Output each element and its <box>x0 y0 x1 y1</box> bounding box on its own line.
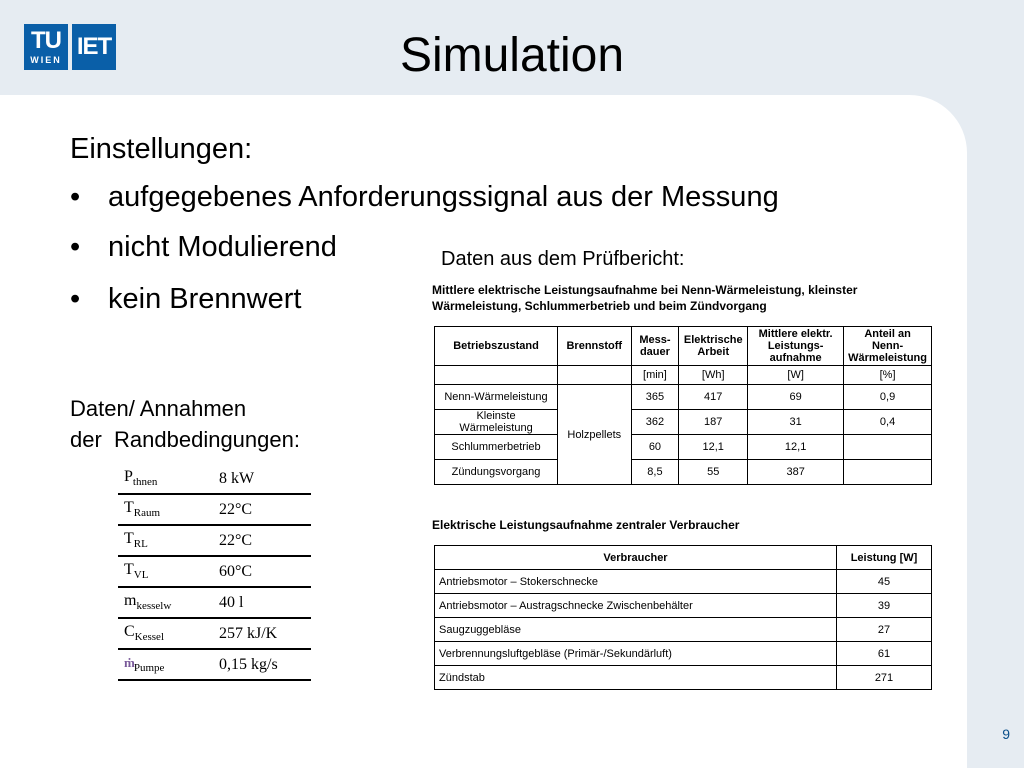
value-cell: 45 <box>837 570 932 594</box>
parameter-row <box>118 525 311 556</box>
table1-title: Mittlere elektrische Leistungsaufnahme bei Nenn-Wärmeleistung, kleinster Wärmeleistung, Schlummerbetrieb und beim Zündvorgang <box>432 283 858 313</box>
bullet-text: kein Brennwert <box>108 283 302 315</box>
parameter-row <box>118 587 311 618</box>
units-row <box>435 366 932 385</box>
unit-cell: [%] <box>844 366 932 385</box>
table-row <box>435 410 932 435</box>
settings-heading: Einstellungen: <box>70 133 253 165</box>
state-cell: Schlummerbetrieb <box>435 435 558 460</box>
bullet-dot-icon: • <box>70 283 81 315</box>
value-cell <box>844 435 932 460</box>
table-row <box>435 618 932 642</box>
parameter-value: 0,15 kg/s <box>219 649 311 680</box>
consumer-table <box>434 545 932 690</box>
value-cell: 61 <box>837 642 932 666</box>
parameter-value: 40 l <box>219 587 311 618</box>
table-row <box>435 435 932 460</box>
parameter-symbol: $C_{Kessel}$ <box>118 618 219 649</box>
report-label: Daten aus dem Prüfbericht: <box>441 248 685 270</box>
bullet-dot-icon: • <box>70 181 81 213</box>
state-cell: Zündungsvorgang <box>435 460 558 485</box>
header-cell: Mittlere elektr. Leistungs-aufnahme <box>748 327 844 366</box>
unit-cell: [min] <box>631 366 679 385</box>
header-cell: Anteil an Nenn-Wärmeleistung <box>844 327 932 366</box>
assumptions-label-line: Daten/ Annahmen <box>70 396 247 421</box>
value-cell: 187 <box>679 410 748 435</box>
table2-title: Elektrische Leistungsaufnahme zentraler Verbraucher <box>432 518 740 532</box>
parameter-value: 22°C <box>219 525 311 556</box>
consumer-cell: Antriebsmotor – Stokerschnecke <box>435 570 837 594</box>
header-cell: Brennstoff <box>558 327 632 366</box>
parameter-value: 22°C <box>219 494 311 525</box>
page-title: Simulation <box>399 29 625 82</box>
page-number: 9 <box>1002 726 1010 742</box>
table-row <box>435 570 932 594</box>
state-cell: Nenn-Wärmeleistung <box>435 385 558 410</box>
parameter-row <box>118 649 311 680</box>
value-cell: 31 <box>748 410 844 435</box>
unit-cell <box>558 366 632 385</box>
table-header-row <box>435 546 932 570</box>
parameter-row <box>118 464 311 494</box>
unit-cell <box>435 366 558 385</box>
parameter-symbol: $T_{VL}$ <box>118 556 219 587</box>
value-cell: 0,9 <box>844 385 932 410</box>
value-cell: 417 <box>679 385 748 410</box>
logo-wien-text: WIEN <box>30 55 62 65</box>
consumer-cell: Saugzuggebläse <box>435 618 837 642</box>
power-consumption-table <box>434 326 932 485</box>
parameter-row <box>118 556 311 587</box>
value-cell: 0,4 <box>844 410 932 435</box>
assumptions-label <box>70 393 300 455</box>
logo-iet-text: IET <box>76 33 112 60</box>
value-cell: 39 <box>837 594 932 618</box>
logo-tu-text: TU <box>31 27 61 54</box>
value-cell: 69 <box>748 385 844 410</box>
bullet-item <box>70 283 301 316</box>
value-cell: 27 <box>837 618 932 642</box>
parameter-row <box>118 494 311 525</box>
consumer-cell: Zündstab <box>435 666 837 690</box>
consumer-cell: Verbrennungsluftgebläse (Primär-/Sekundärluft) <box>435 642 837 666</box>
value-cell: 55 <box>679 460 748 485</box>
bullet-text: aufgegebenes Anforderungssignal aus der Messung <box>108 181 779 213</box>
parameter-value: 60°C <box>219 556 311 587</box>
parameter-table <box>118 464 311 681</box>
bullet-text: nicht Modulierend <box>108 231 337 263</box>
value-cell: 12,1 <box>679 435 748 460</box>
header-cell: Verbraucher <box>435 546 837 570</box>
parameter-symbol: $m_{kesselw}$ <box>118 587 219 618</box>
value-cell: 8,5 <box>631 460 679 485</box>
parameter-value: 257 kJ/K <box>219 618 311 649</box>
fuel-cell: Holzpellets <box>558 385 632 485</box>
mass-flow-icon: ṁ <box>124 655 134 671</box>
bullet-item <box>70 231 337 264</box>
parameter-value: 8 kW <box>219 464 311 494</box>
parameter-symbol: $P_{thnen}$ <box>118 464 219 494</box>
value-cell: 60 <box>631 435 679 460</box>
header-cell: Elektrische Arbeit <box>679 327 748 366</box>
header-cell: Mess-dauer <box>631 327 679 366</box>
parameter-symbol: ṁ$_{Pumpe}$ <box>118 649 219 680</box>
parameter-symbol: $T_{Raum}$ <box>118 494 219 525</box>
value-cell: 365 <box>631 385 679 410</box>
value-cell <box>844 460 932 485</box>
value-cell: 362 <box>631 410 679 435</box>
state-cell: Kleinste Wärmeleistung <box>435 410 558 435</box>
unit-cell: [W] <box>748 366 844 385</box>
bullet-item <box>70 181 779 214</box>
unit-cell: [Wh] <box>679 366 748 385</box>
parameter-symbol: $T_{RL}$ <box>118 525 219 556</box>
header-cell: Betriebszustand <box>435 327 558 366</box>
value-cell: 12,1 <box>748 435 844 460</box>
consumer-cell: Antriebsmotor – Austragschnecke Zwischenbehälter <box>435 594 837 618</box>
header-cell: Leistung [W] <box>837 546 932 570</box>
value-cell: 271 <box>837 666 932 690</box>
table-row <box>435 385 932 410</box>
value-cell: 387 <box>748 460 844 485</box>
table-row <box>435 594 932 618</box>
table-row <box>435 460 932 485</box>
table-header-row <box>435 327 932 366</box>
table-row <box>435 642 932 666</box>
parameter-row <box>118 618 311 649</box>
bullet-dot-icon: • <box>70 231 81 263</box>
table-row <box>435 666 932 690</box>
assumptions-label-line: der Randbedingungen: <box>70 427 300 452</box>
